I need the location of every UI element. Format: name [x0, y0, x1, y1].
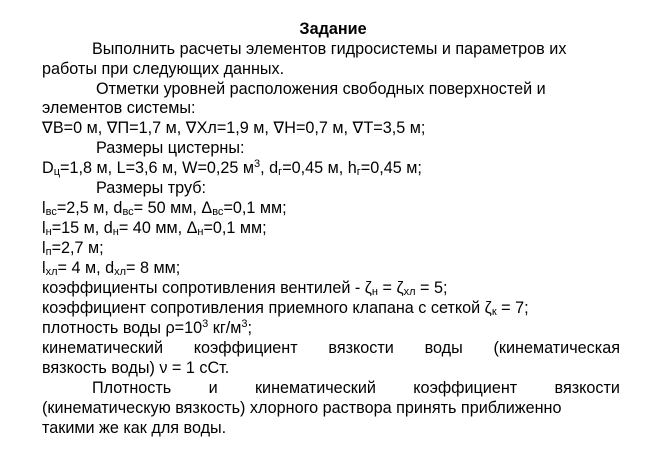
tank-dg-pre: , d [260, 159, 279, 177]
final-word-5: вязкости [554, 379, 620, 397]
final-line-1 [92, 379, 620, 398]
marks-line [42, 119, 620, 138]
valves-sub-hl: хл [403, 286, 416, 298]
visc-word-5: (кинематическая [493, 339, 620, 357]
mark-n: ∇Н=0,7 м, [273, 119, 349, 137]
tank-dg-val: =0,45 м, h [282, 159, 357, 177]
intro-line-2: работы при следующих данных. [42, 60, 285, 78]
pipe-chlorine [42, 259, 620, 278]
pipe-chlorine-d: = 4 м, d [57, 259, 115, 277]
pipe-suction-d-sub: вс [122, 206, 134, 218]
pipe-suction [42, 199, 620, 218]
final-line-2: (кинематическую вязкость) хлорного раствора принять приближенно [42, 399, 562, 417]
pipe-p-l: l [42, 239, 46, 257]
pipe-pressure-delta-sub: н [197, 226, 204, 238]
tank-d-sub: ц [53, 166, 61, 178]
visc-word-3: вязкости [328, 339, 394, 357]
tank-d-val: =1,8 м, L=3,6 м, W=0,25 м [60, 159, 255, 177]
pipe-pressure-d-sub: н [112, 226, 119, 238]
density-end: ; [247, 319, 253, 337]
pipe-suction-l-sub: вс [45, 206, 57, 218]
final-word-2: и [208, 379, 218, 397]
intake-text: коэффициент сопротивления приемного клапана с сеткой ζ [42, 299, 492, 317]
tank-w-sup: 3 [254, 158, 261, 170]
visc-word-4: воды [424, 339, 463, 357]
viscosity-line-2: вязкость воды) ν = 1 сСт. [42, 359, 230, 377]
intro-text-1: Выполнить расчеты элементов гидросистемы и параметров их [92, 40, 567, 58]
mark-v: ∇В=0 м, [42, 119, 103, 137]
mark-t: ∇Т=3,5 м; [352, 119, 426, 137]
pipe-suction-l: l [42, 199, 46, 217]
levels-line-1: Отметки уровней расположения свободных поверхностей и [96, 80, 546, 98]
tank-header: Размеры цистерны: [96, 139, 245, 157]
pipe-pressure-l-sub: н [45, 226, 52, 238]
intake-line [42, 299, 620, 318]
pipe-p-l-sub: п [45, 246, 52, 258]
final-line-3: такими же как для воды. [42, 419, 227, 437]
tank-hg-val: =0,45 м; [360, 159, 422, 177]
valves-sub-n: н [371, 286, 378, 298]
pipe-suction-end: =0,1 мм; [223, 199, 287, 217]
valves-line [42, 279, 620, 298]
intake-val: = 7; [496, 299, 529, 317]
visc-word-2: коэффициент [193, 339, 298, 357]
valves-text: коэффициенты сопротивления вентилей - ζ [42, 279, 372, 297]
viscosity-line-1 [42, 339, 620, 358]
pipe-chlorine-end: = 8 мм; [126, 259, 181, 277]
valves-eq: = ζ [378, 279, 404, 297]
intro-line-1 [92, 40, 620, 59]
density-sup-2: 3 [241, 318, 248, 330]
pipe-pressure-l: l [42, 219, 46, 237]
density-sup-1: 3 [202, 318, 209, 330]
pipe-p-val: =2,7 м; [51, 239, 104, 257]
pipe-chlorine-l: l [42, 259, 46, 277]
density-line [42, 319, 620, 338]
tank-dimensions [42, 159, 620, 178]
pipe-chlorine-d-sub: хл [114, 266, 127, 278]
tank-hg-sub: г [356, 166, 361, 178]
pipe-p [42, 239, 620, 258]
pipe-suction-delta-sub: вс [212, 206, 224, 218]
mark-p: ∇П=1,7 м, [106, 119, 182, 137]
document-title: Задание [299, 20, 367, 38]
tank-d-label: D [42, 159, 54, 177]
pipe-suction-delta: = 50 мм, Δ [133, 199, 213, 217]
pipe-pressure [42, 219, 620, 238]
pipe-pressure-delta: = 40 мм, Δ [118, 219, 198, 237]
mark-hl: ∇Хл=1,9 м, [185, 119, 269, 137]
pipe-pressure-d: =15 м, d [51, 219, 113, 237]
pipe-chlorine-l-sub: хл [45, 266, 58, 278]
tank-dg-sub: г [278, 166, 283, 178]
intake-sub: к [491, 306, 497, 318]
final-word-3: кинематический [254, 379, 376, 397]
final-word-1: Плотность [92, 379, 172, 397]
pipes-header: Размеры труб: [96, 179, 207, 197]
visc-word-1: кинематический [42, 339, 163, 357]
density-text: плотность воды ρ=10 [42, 319, 203, 337]
final-word-4: коэффициент [413, 379, 518, 397]
levels-line-2: элементов системы: [42, 99, 196, 117]
pipe-suction-d: =2,5 м, d [56, 199, 123, 217]
density-unit: кг/м [208, 319, 242, 337]
pipe-pressure-end: =0,1 мм; [203, 219, 267, 237]
valves-val: = 5; [415, 279, 448, 297]
